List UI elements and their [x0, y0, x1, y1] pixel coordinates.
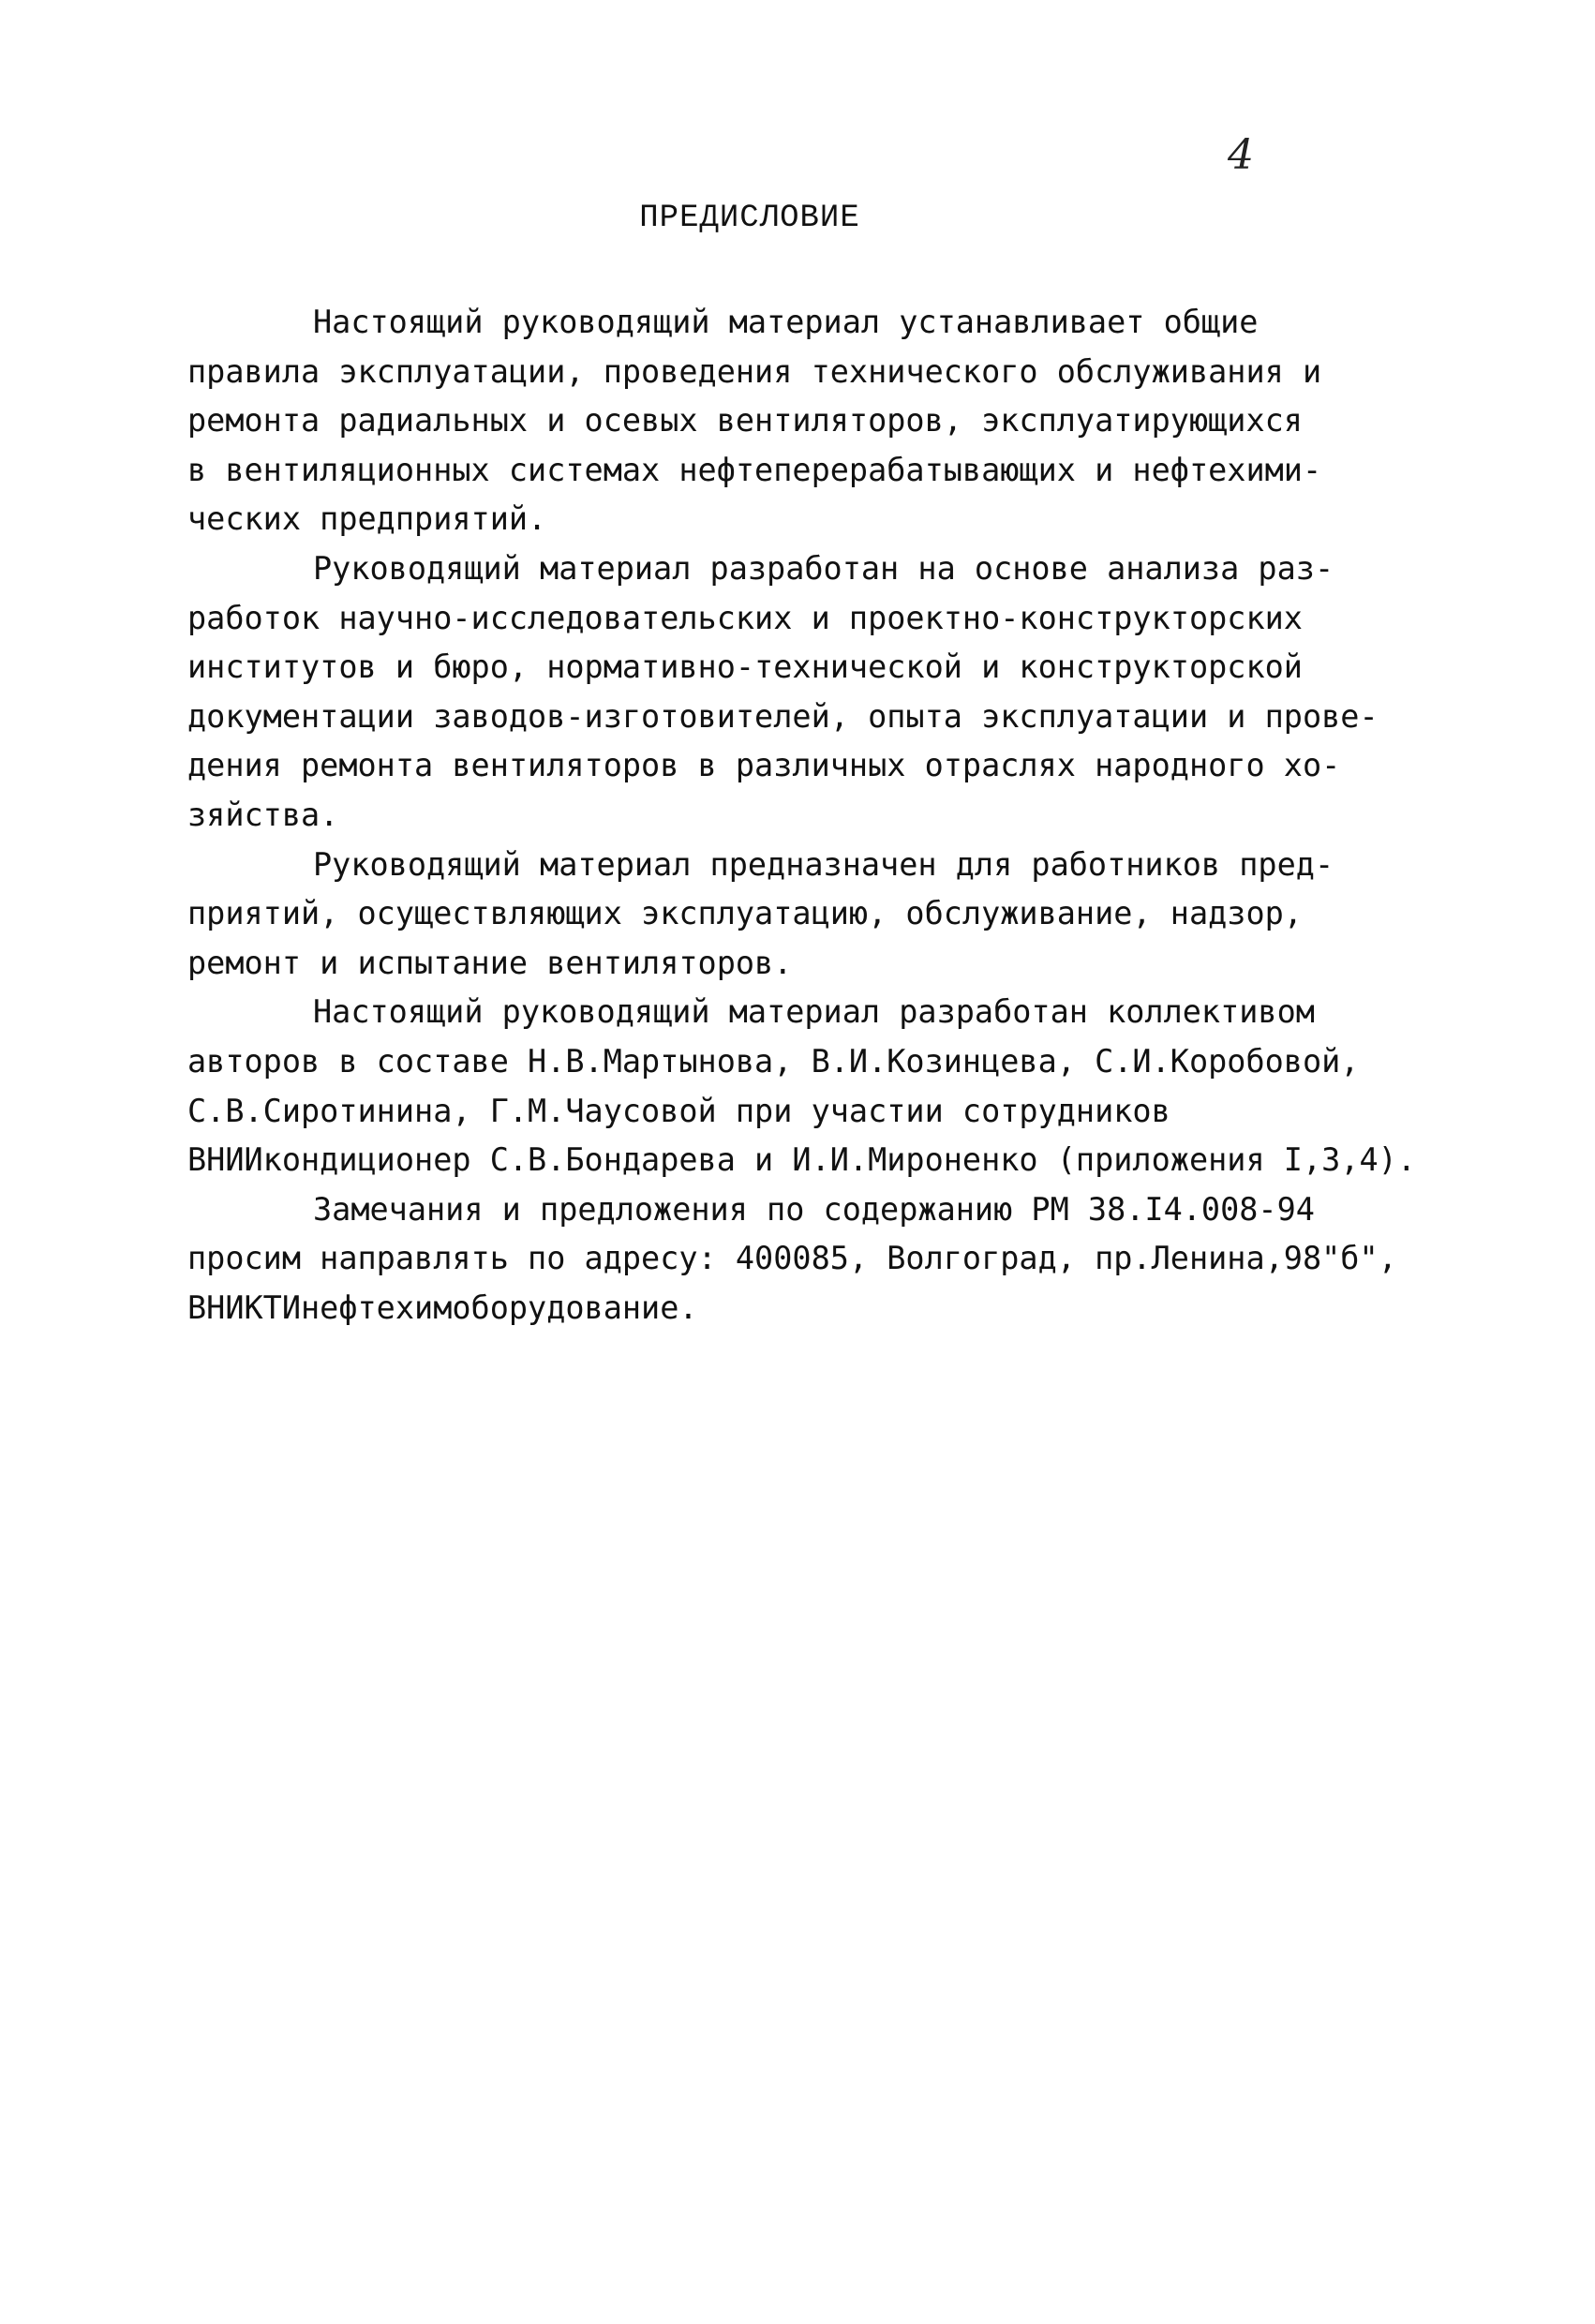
- text-line: Руководящий материал разработан на основе анализа раз-: [313, 549, 1334, 587]
- document-body: [187, 298, 1499, 1333]
- text-line: ремонт и испытание вентиляторов.: [187, 944, 793, 981]
- text-line: в вентиляционных системах нефтеперерабатывающих и нефтехими-: [187, 451, 1322, 488]
- text-line: институтов и бюро, нормативно-технической и конструкторской: [187, 648, 1303, 686]
- page-number: 4: [1228, 131, 1254, 179]
- text-line: просим направлять по адресу: 400085, Волгоград, пр.Ленина,98"б",: [187, 1240, 1397, 1277]
- text-line: Настоящий руководящий материал разработан коллективом: [313, 993, 1315, 1031]
- text-line: ВНИКТИнефтехимоборудование.: [187, 1289, 698, 1326]
- text-line: Руководящий материал предназначен для работников пред-: [313, 845, 1334, 883]
- text-line: ческих предприятий.: [187, 500, 547, 538]
- text-line: работок научно-исследовательских и проектно-конструкторских: [187, 599, 1303, 636]
- paragraph-sources: [187, 544, 1499, 841]
- paragraph-purpose: [187, 298, 1499, 544]
- text-line: авторов в составе Н.В.Мартынова, В.И.Козинцева, С.И.Коробовой,: [187, 1042, 1360, 1080]
- text-line: дения ремонта вентиляторов в различных отраслях народного хо-: [187, 747, 1341, 784]
- text-line: документации заводов-изготовителей, опыта эксплуатации и прове-: [187, 697, 1379, 735]
- paragraph-contact: [187, 1185, 1499, 1333]
- text-line: Настоящий руководящий материал устанавливает общие: [313, 304, 1259, 340]
- text-line: зяйства.: [187, 796, 339, 833]
- paragraph-authors: [187, 988, 1499, 1184]
- text-line: правила эксплуатации, проведения технического обслуживания и: [187, 352, 1322, 390]
- page-title: ПРЕДИСЛОВИЕ: [639, 201, 860, 236]
- text-line: ремонта радиальных и осевых вентиляторов, эксплуатирующихся: [187, 402, 1303, 439]
- text-line: С.В.Сиротинина, Г.М.Чаусовой при участии сотрудников: [187, 1092, 1170, 1129]
- text-line: Замечания и предложения по содержанию РМ 38.I4.008-94: [313, 1190, 1315, 1228]
- paragraph-audience: [187, 841, 1499, 989]
- text-line: ВНИИкондиционер С.В.Бондарева и И.И.Мироненко (приложения I,3,4).: [187, 1141, 1416, 1179]
- text-line: приятий, осуществляющих эксплуатацию, обслуживание, надзор,: [187, 895, 1303, 932]
